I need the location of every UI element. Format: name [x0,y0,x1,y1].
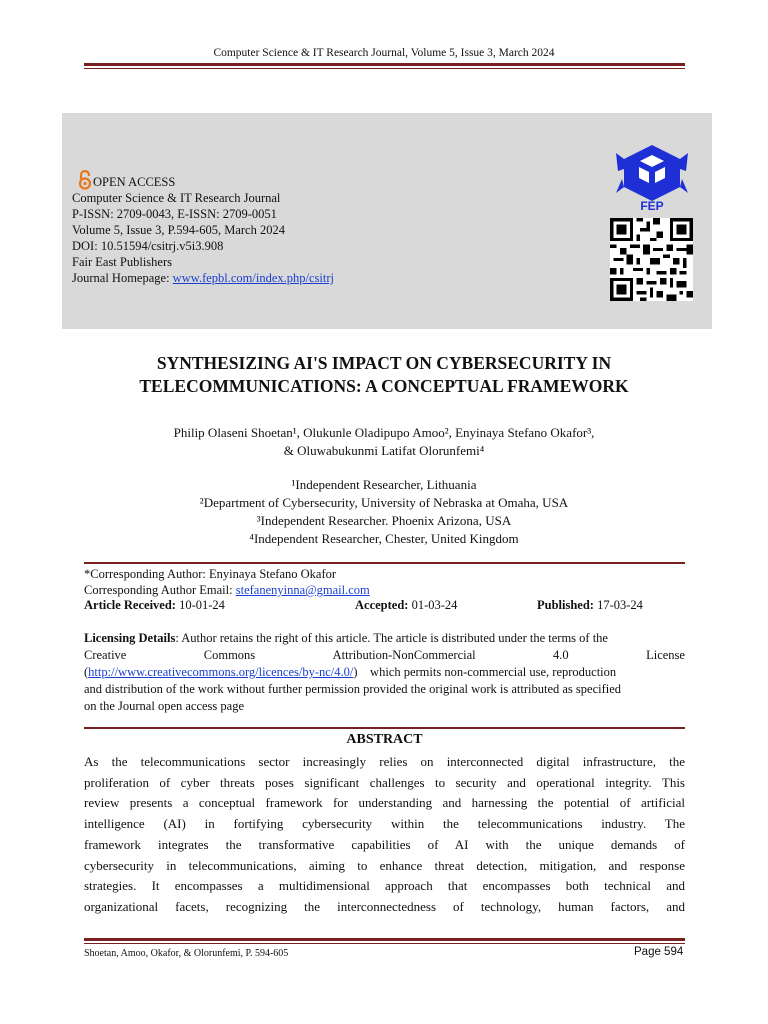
page-number: Page 594 [634,946,684,958]
running-header: Computer Science & IT Research Journal, Volume 5, Issue 3, March 2024 [213,47,555,59]
abstract-line: cybersecurity in telecommunications, aiming to enhance threat detection, mitigation, and response [84,857,685,873]
journal-volume: Volume 5, Issue 3, P.594-605, March 2024 [72,223,285,237]
abstract-heading: ABSTRACT [346,732,423,747]
section-rule [84,562,685,564]
title-line: TELECOMMUNICATIONS: A CONCEPTUAL FRAMEWORK [139,376,629,396]
affiliation-item: ²Department of Cybersecurity, University of Nebraska at Omaha, USA [199,495,569,510]
published-date: Published: 17-03-24 [537,598,643,612]
journal-info [72,170,334,286]
open-access-label: OPEN ACCESS [93,175,176,189]
publisher-logo [614,143,690,213]
homepage-label: Journal Homepage: [72,271,173,285]
journal-homepage [72,270,334,286]
author-line: Philip Olaseni Shoetan¹, Olukunle Oladipupo Amoo², Enyinaya Stefano Okafor³, [173,425,595,440]
license-line: Creative Commons Attribution-NonCommercial 4.0 License [84,648,685,662]
licensing-label: Licensing Details [84,631,176,645]
affiliation-item: ³Independent Researcher. Phoenix Arizona, USA [256,513,512,528]
abstract-line: review presents a conceptual framework for understanding and harnessing the potential of artificial [84,795,685,811]
email-label: Corresponding Author Email: [84,583,236,597]
article-dates [84,598,685,613]
footer-rule-thin [84,943,685,944]
email-link[interactable]: stefanenyinna@gmail.com [235,583,370,597]
affiliation-item: ¹Independent Researcher, Lithuania [291,477,477,492]
abstract-body [84,752,685,918]
affiliation-item: ⁴Independent Researcher, Chester, United Kingdom [249,531,519,546]
abstract-line: framework integrates the transformative capabilities of AI with the unique demands of [84,836,685,852]
author-list [60,424,708,460]
license-link[interactable]: http://www.creativecommons.org/licences/by-nc/4.0/ [88,665,354,679]
abstract-line: organizational facets, recognizing the interconnectedness of technology, human factors, and [84,898,685,914]
publisher-name: Fair East Publishers [72,255,172,269]
paper-title [60,352,708,398]
header-rule-thin [84,68,685,69]
abstract-line: As the telecommunications sector increasingly relies on interconnected digital infrastructure, the [84,754,685,769]
corresponding-author: *Corresponding Author: Enyinaya Stefano Okafor [84,567,337,581]
homepage-link[interactable]: www.fepbl.com/index.php/csitrj [172,271,334,285]
abstract-line: strategies. It encompasses a multidimensional approach that encompasses both technical and [84,878,685,894]
received-date: Article Received: 10-01-24 [84,598,225,612]
licensing-details: Licensing Details: Author retains the right of this article. The article is distributed under the terms of the Creative Commons Attribution-NonCommercial 4.0 License (http://www.creativecommons.org/licences/by-nc/4.0/) which permits non-commercial use, reproduction and distribution of the work without further permission provided the original work is attributed as specified on the Journal open access page [84,631,685,713]
affiliation-list [60,476,708,548]
qr-code [610,218,693,301]
journal-issn: P-ISSN: 2709-0043, E-ISSN: 2709-0051 [72,207,277,221]
abstract-rule [84,727,685,729]
corresponding-email [84,582,685,598]
journal-name: Computer Science & IT Research Journal [72,191,281,205]
title-line: SYNTHESIZING AI'S IMPACT ON CYBERSECURITY IN [156,353,612,373]
accepted-date: Accepted: 01-03-24 [355,598,458,612]
header-rule [84,63,685,66]
author-line: & Oluwabukunmi Latifat Olorunfemi⁴ [283,443,485,458]
footer-citation: Shoetan, Amoo, Okafor, & Olorunfemi, P. 594-605 [84,948,289,959]
abstract-line: intelligence (AI) in fortifying cybersecurity within the telecommunications industry. The [84,816,685,832]
abstract-line: proliferation of cyber threats poses significant challenges to security and operational integrity. This [84,774,685,790]
article-doi: DOI: 10.51594/csitrj.v5i3.908 [72,239,224,253]
correspondence-block [84,566,685,598]
open-access-icon [78,170,92,190]
footer-rule [84,938,685,941]
logo-text: FEP [640,199,664,213]
